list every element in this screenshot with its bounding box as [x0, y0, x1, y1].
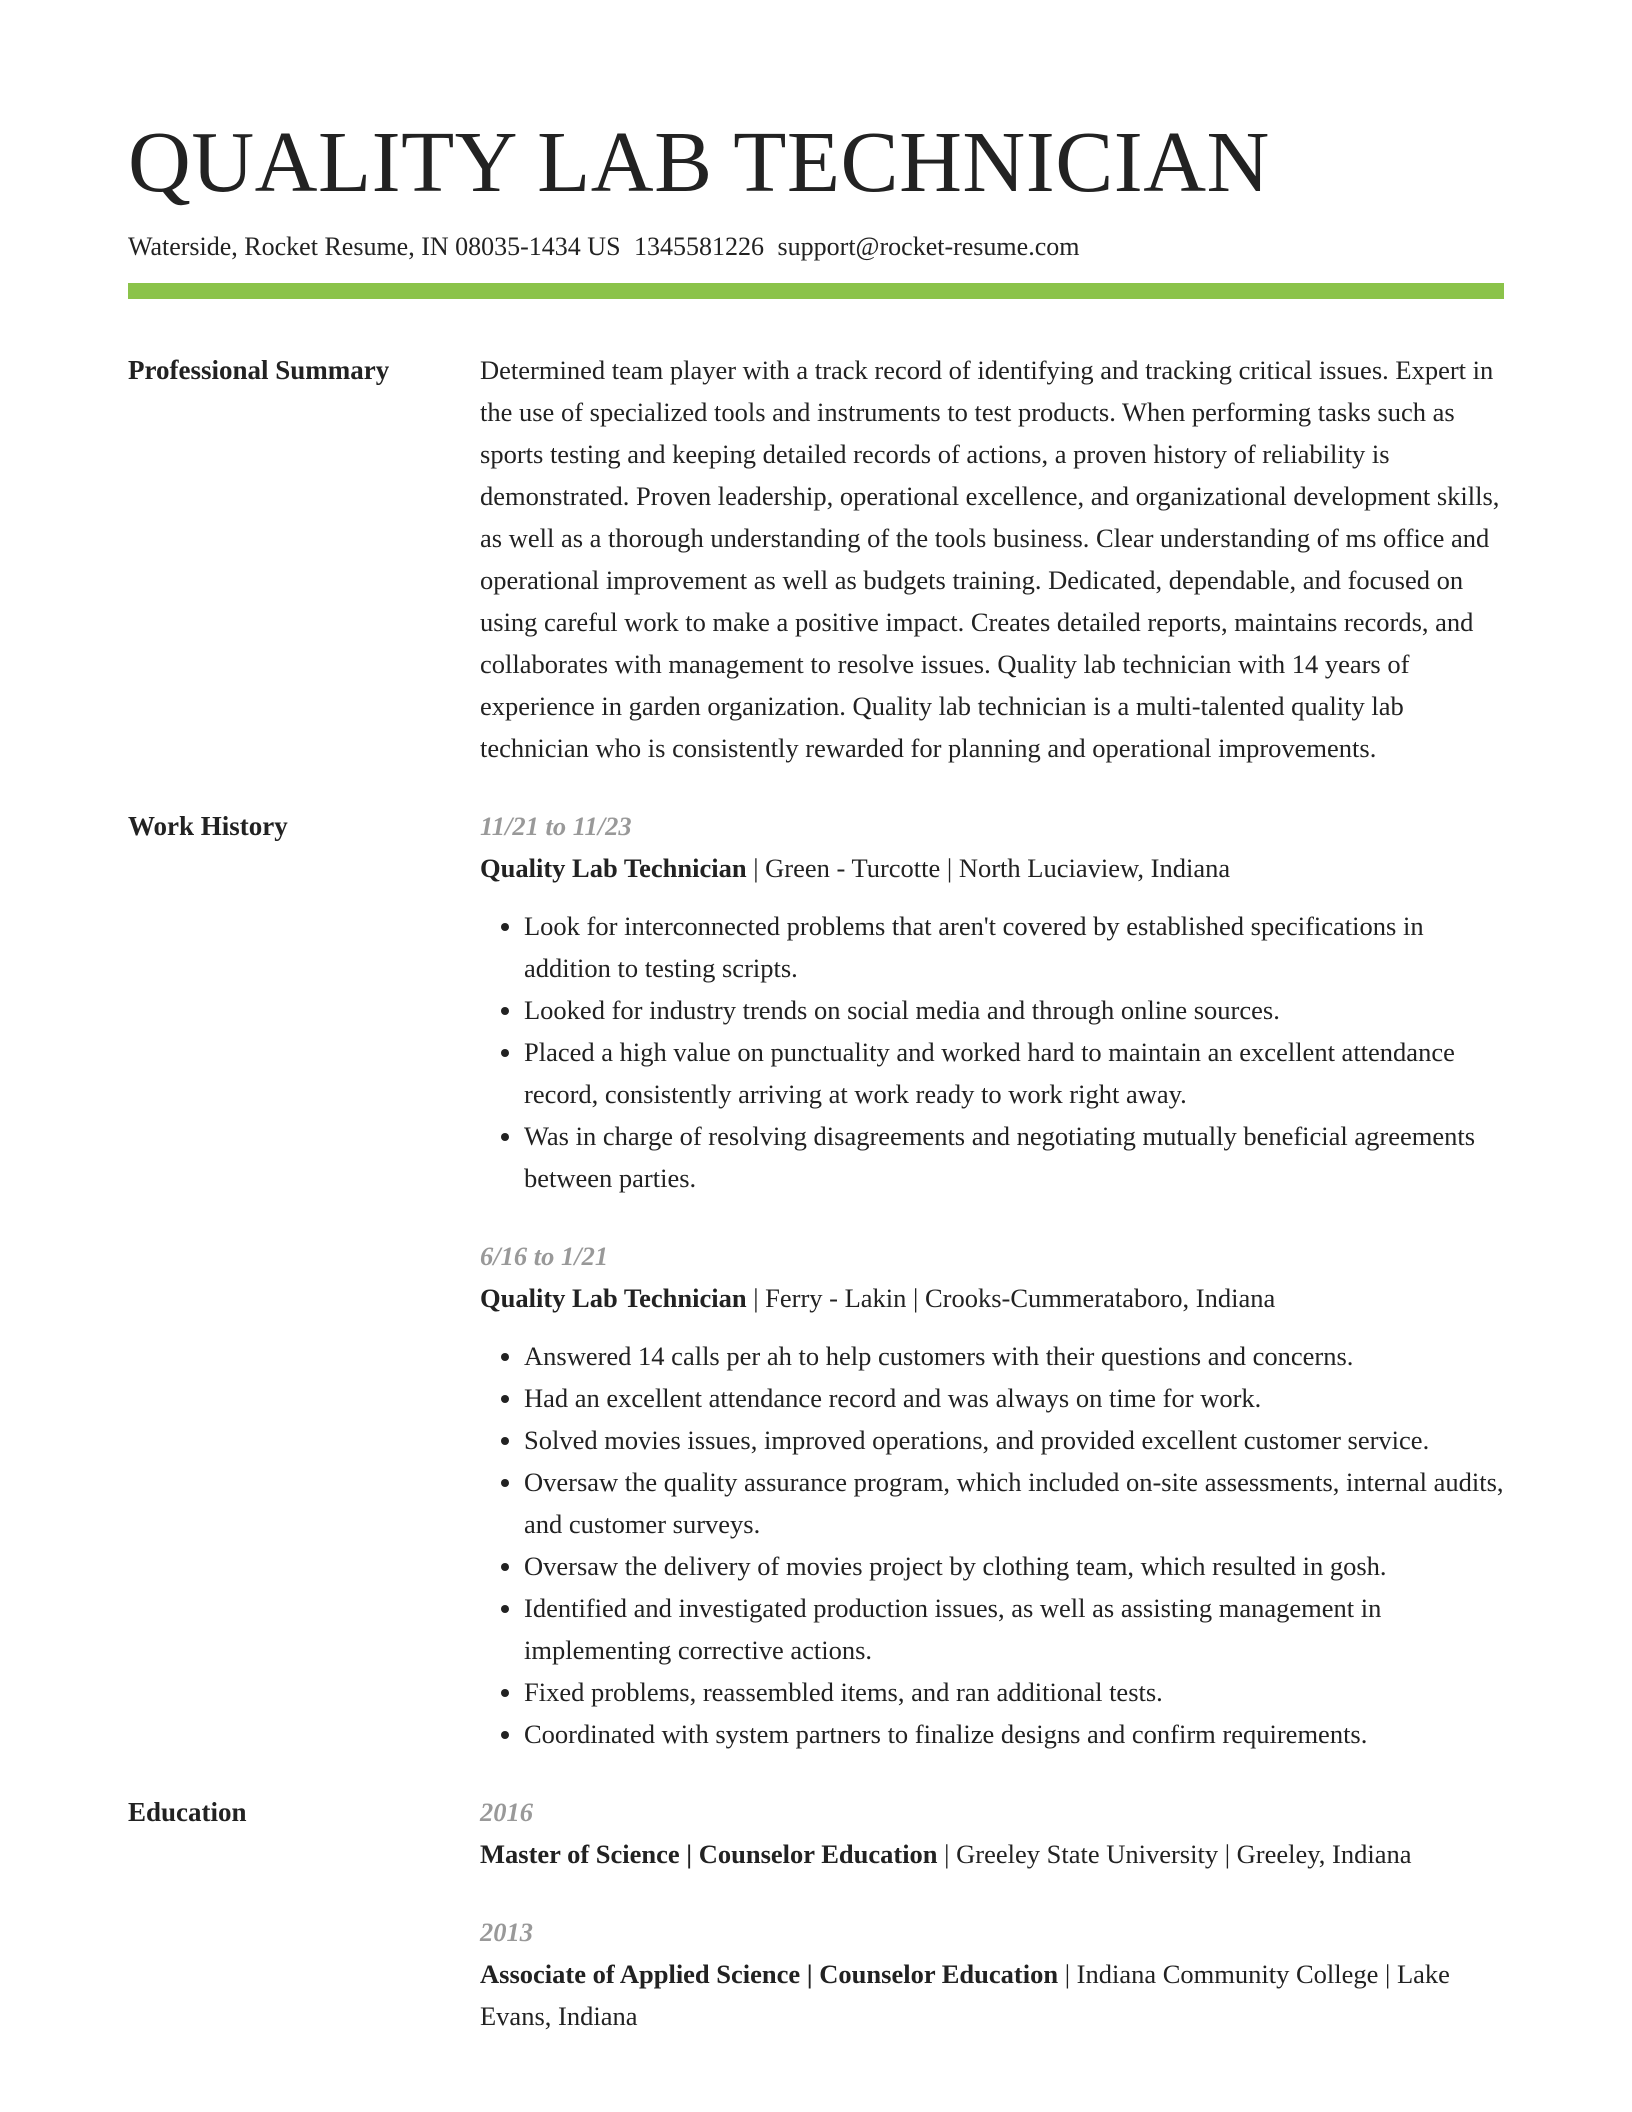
work-history-body — [480, 805, 1504, 1755]
job-bullet: • Had an excellent attendance record and was always on time for work. — [524, 1377, 1504, 1419]
education-body — [480, 1791, 1504, 2037]
job-bullet: • Oversaw the quality assurance program, which included on-site assessments, internal audits, and customer surveys. — [524, 1461, 1504, 1545]
education-section — [128, 1791, 1504, 2037]
summary-text: Determined team player with a track record of identifying and tracking critical issues. Expert in the use of specialized tools and instruments to test products. When performing tasks such as sports testing and keeping detailed records of actions, a proven history of reliability is demonstrated. Proven leadership, operational excellence, and organizational development skills, as well as a thorough understanding of the tools business. Clear understanding of ms office and operational improvement as well as budgets training. Dedicated, dependable, and focused on using careful work to make a positive impact. Creates detailed reports, maintains records, and collaborates with management to resolve issues. Quality lab technician with 14 years of experience in garden organization. Quality lab technician is a multi-talented quality lab technician who is consistently rewarded for planning and operational improvements. — [480, 355, 1500, 764]
contact-phone: 1345581226 — [634, 232, 765, 261]
education-details: | Indiana Community College | Lake Evans, Indiana — [480, 1959, 1450, 2032]
job-entry — [480, 1235, 1504, 1755]
education-degree-line — [480, 1833, 1504, 1875]
education-entry — [480, 1791, 1504, 1875]
job-bullet: • Looked for industry trends on social media and through online sources. — [524, 989, 1504, 1031]
job-title: Quality Lab Technician — [480, 853, 747, 884]
job-bullet: • Look for interconnected problems that aren't covered by established specifications in addition to testing scripts. — [524, 905, 1504, 989]
job-bullet: • Placed a high value on punctuality and worked hard to maintain an excellent attendance record, consistently arriving at work ready to work right away. — [524, 1031, 1504, 1115]
education-degree: Master of Science | Counselor Education — [480, 1839, 938, 1870]
job-bullet: • Coordinated with system partners to finalize designs and confirm requirements. — [524, 1713, 1504, 1755]
work-history-section — [128, 805, 1504, 1755]
header-divider — [128, 283, 1504, 299]
job-bullet: • Solved movies issues, improved operations, and provided excellent customer service. — [524, 1419, 1504, 1461]
resume-name: QUALITY LAB TECHNICIAN — [128, 113, 1270, 210]
job-title-line — [480, 1277, 1504, 1319]
section-title-education: Education — [128, 1797, 247, 1828]
job-title: Quality Lab Technician — [480, 1283, 747, 1314]
job-bullet: • Fixed problems, reassembled items, and ran additional tests. — [524, 1671, 1504, 1713]
job-dates: 6/16 to 1/21 — [480, 1241, 609, 1272]
job-bullet: • Oversaw the delivery of movies project by clothing team, which resulted in gosh. — [524, 1545, 1504, 1587]
education-year: 2016 — [480, 1797, 533, 1828]
summary-body — [480, 349, 1504, 769]
job-bullets — [480, 905, 1504, 1199]
contact-email: support@rocket-resume.com — [777, 232, 1080, 261]
job-bullet: • Was in charge of resolving disagreements and negotiating mutually beneficial agreements between parties. — [524, 1115, 1504, 1199]
job-details: | Green - Turcotte | North Luciaview, Indiana — [746, 853, 1231, 884]
education-details: | Greeley State University | Greeley, Indiana — [937, 1839, 1412, 1870]
job-dates: 11/21 to 11/23 — [480, 811, 632, 842]
job-entry — [480, 805, 1504, 1199]
section-title-work-history: Work History — [128, 811, 288, 842]
job-bullet: • Answered 14 calls per ah to help customers with their questions and concerns. — [524, 1335, 1504, 1377]
education-degree-line — [480, 1953, 1504, 2037]
summary-section — [128, 349, 1504, 769]
job-details: | Ferry - Lakin | Crooks-Cummerataboro, Indiana — [746, 1283, 1276, 1314]
job-bullet: • Identified and investigated production issues, as well as assisting management in implementing corrective actions. — [524, 1587, 1504, 1671]
education-entry — [480, 1911, 1504, 2037]
section-title-summary: Professional Summary — [128, 355, 390, 386]
contact-line — [128, 231, 1504, 262]
contact-address: Waterside, Rocket Resume, IN 08035-1434 US — [128, 232, 621, 261]
education-year: 2013 — [480, 1917, 533, 1948]
job-bullets — [480, 1335, 1504, 1755]
job-title-line — [480, 847, 1504, 889]
education-degree: Associate of Applied Science | Counselor Education — [480, 1959, 1059, 1990]
